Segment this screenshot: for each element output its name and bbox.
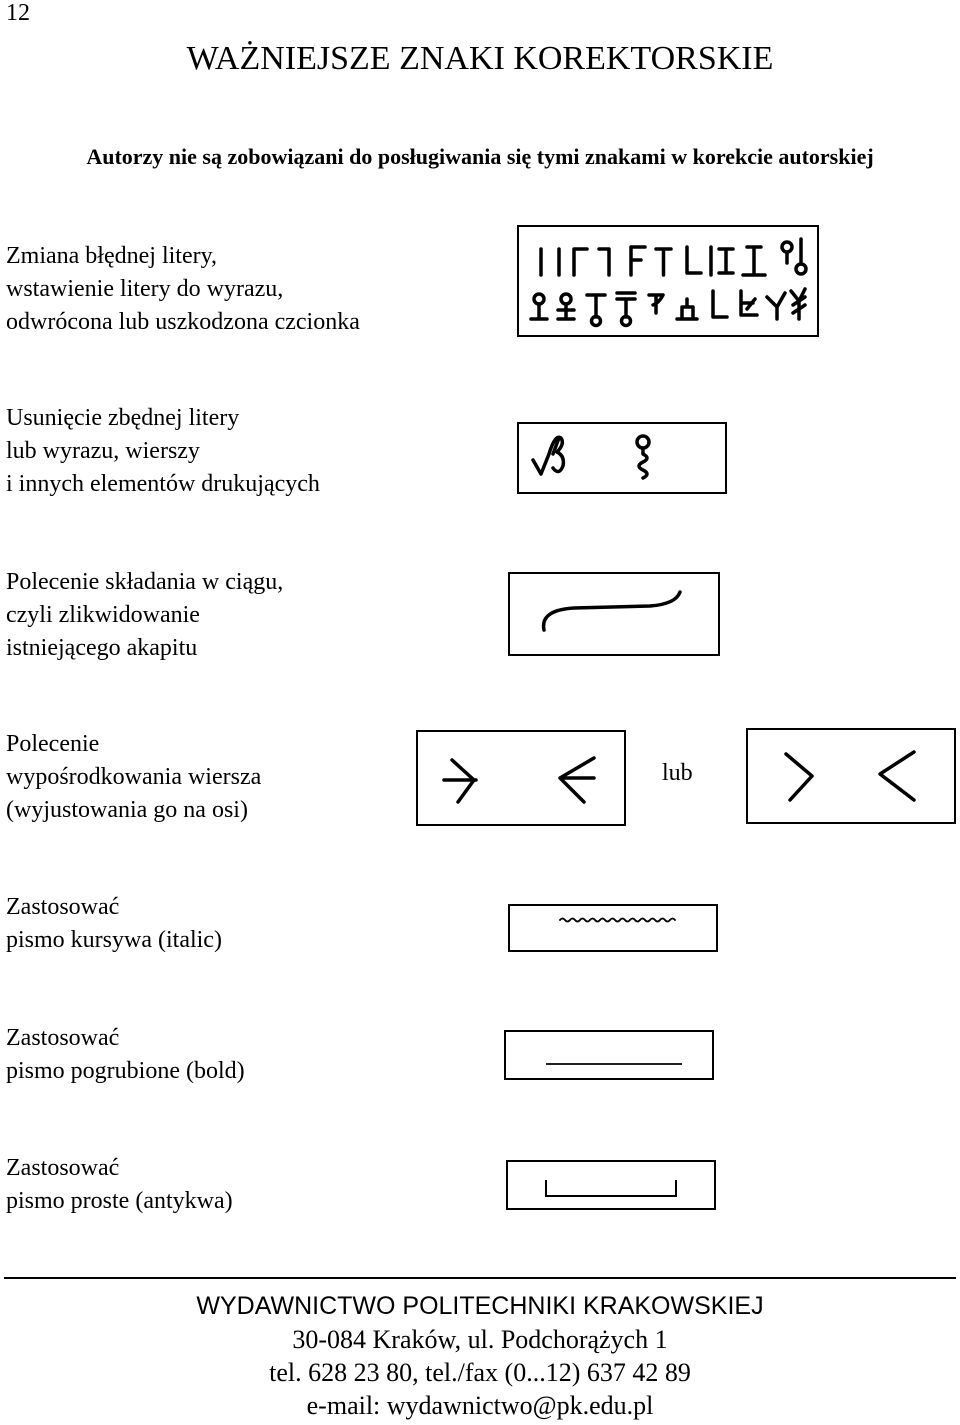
section-run-on-label: Polecenie składania w ciągu, czyli zlikwidowanie istniejącego akapitu [6,569,284,661]
footer [0,1290,960,1422]
roman-mark-box [506,1160,716,1210]
center-mark-box-1 [416,730,626,826]
section-bold-label: Zastosować pismo pogrubione (bold) [6,1025,245,1084]
run-on-mark-box [508,572,720,656]
page-subtitle: Autorzy nie są zobowiązani do posługiwania się tymi znakami w korekcie autorskiej [86,144,874,169]
section-italic-label: Zastosować pismo kursywa (italic) [6,894,222,953]
letter-change-marks-box [517,225,819,337]
bold-mark-box [504,1030,714,1080]
footer-divider [4,1277,956,1279]
deletion-mark-icon [519,424,725,492]
deletion-marks-box [517,422,727,494]
section-deletion-label: Usunięcie zbędnej litery lub wyrazu, wierszy i innych elementów drukujących [6,405,320,497]
run-on-mark-icon [510,574,718,654]
wavy-underline-icon [510,906,716,950]
section-center-line-label: Polecenie wypośrodkowania wiersza (wyjustowania go na osi) [6,731,262,823]
page-title: WAŻNIEJSZE ZNAKI KOREKTORSKIE [186,40,774,77]
letter-change-marks-icon [519,227,817,335]
center-chevrons-icon [748,730,954,822]
footer-email: e-mail: wydawnictwo@pk.edu.pl [306,1391,654,1420]
section-roman-label: Zastosować pismo proste (antykwa) [6,1155,233,1214]
italic-mark-box [508,904,718,952]
footer-publisher: WYDAWNICTWO POLITECHNIKI KRAKOWSKIEJ [196,1292,764,1320]
footer-address: 30-084 Kraków, ul. Podchorążych 1 [292,1325,668,1354]
page-number: 12 [6,0,30,26]
center-mark-box-2 [746,728,956,824]
center-arrows-icon [418,732,624,824]
bracket-underline-icon [508,1162,714,1208]
straight-underline-icon [506,1032,712,1078]
or-label: lub [662,760,693,786]
section-letter-change-label: Zmiana błędnej litery, wstawienie litery do wyrazu, odwrócona lub uszkodzona czcionka [6,243,360,335]
footer-phone: tel. 628 23 80, tel./fax (0...12) 637 42 89 [269,1358,691,1387]
